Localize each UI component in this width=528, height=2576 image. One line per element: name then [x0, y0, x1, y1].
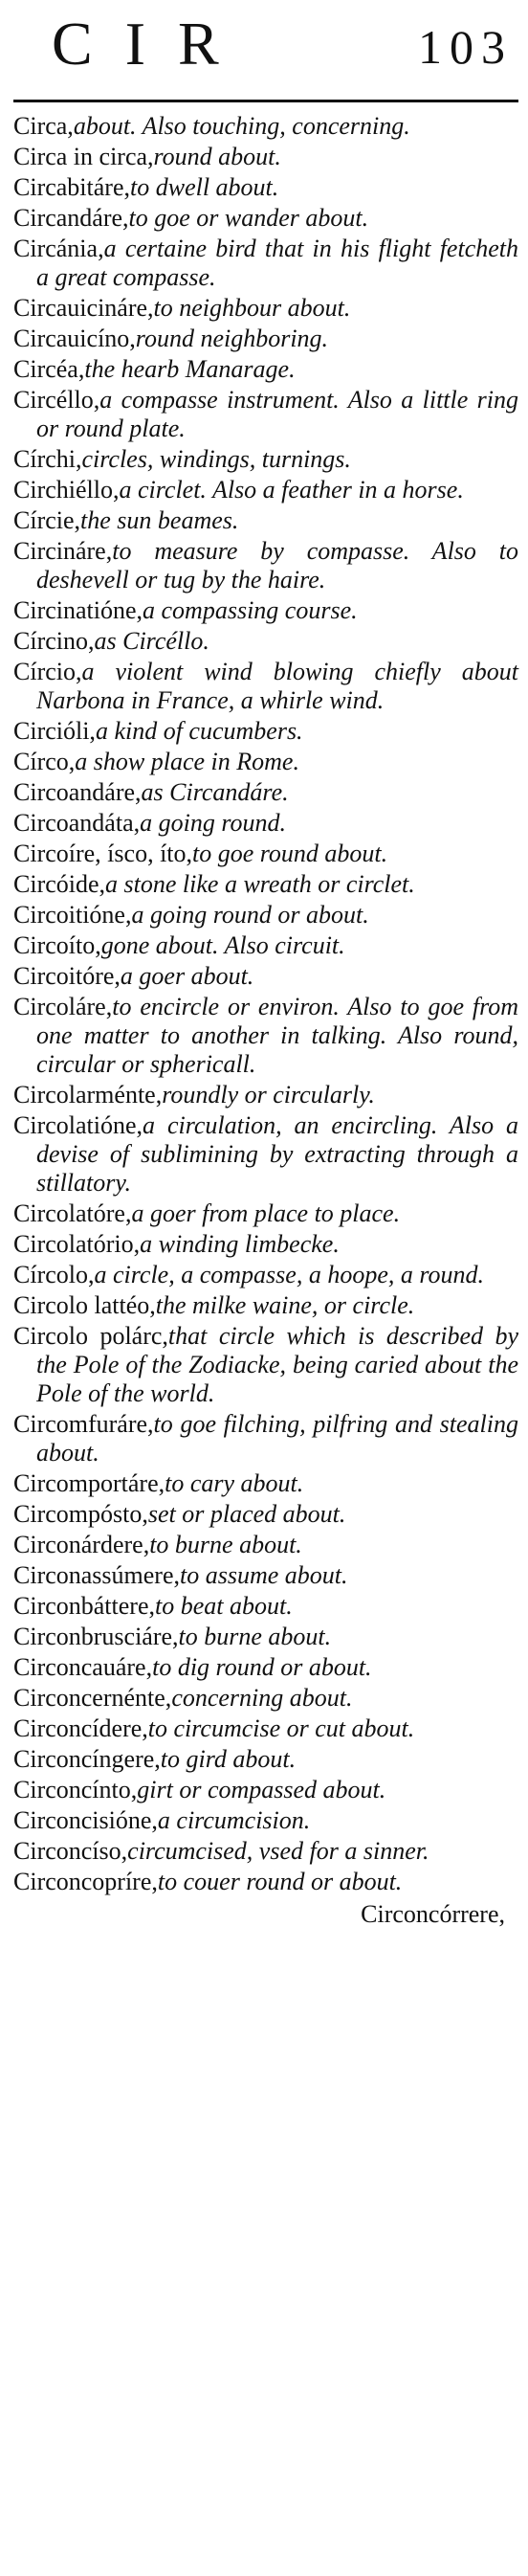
- catchword: Circoncórrere,: [361, 1900, 505, 1928]
- entry-headword: Circoncíngere,: [13, 1745, 161, 1773]
- entry-headword: Círco,: [13, 748, 76, 775]
- entry-definition: to goe filching, pilfring and stealing about.: [36, 1410, 518, 1467]
- dictionary-entry: [13, 537, 518, 594]
- entry-definition: the sun beames.: [80, 506, 239, 534]
- entry-headword: Circonbrusciáre,: [13, 1623, 179, 1650]
- dictionary-entry: [13, 870, 518, 899]
- dictionary-entry: [13, 1230, 518, 1259]
- entry-headword: Circoíto,: [13, 931, 101, 959]
- entry-headword: Circoncídere,: [13, 1714, 148, 1742]
- page-header: [13, 0, 518, 102]
- entry-headword: Circoitóre,: [13, 962, 121, 990]
- entry-definition: round neighboring.: [135, 325, 329, 352]
- dictionary-entry: [13, 627, 518, 656]
- dictionary-entry: [13, 1837, 518, 1866]
- dictionary-entry: [13, 1561, 518, 1590]
- entry-headword: Circonárdere,: [13, 1531, 150, 1558]
- entry-headword: Circolatóre,: [13, 1199, 132, 1227]
- entry-headword: Circandáre,: [13, 204, 129, 232]
- dictionary-entry: [13, 1322, 518, 1408]
- entry-definition: to gird about.: [160, 1745, 297, 1773]
- dictionary-entry: [13, 1469, 518, 1498]
- entry-headword: Circináre,: [13, 537, 113, 565]
- dictionary-entry: [13, 1623, 518, 1651]
- entry-definition: to couer round or about.: [157, 1868, 403, 1895]
- dictionary-entry: [13, 445, 518, 474]
- entry-headword: Circhiéllo,: [13, 476, 120, 504]
- entry-headword: Círcio,: [13, 658, 82, 685]
- dictionary-entry: [13, 1806, 518, 1835]
- dictionary-entry: [13, 840, 518, 868]
- entry-headword: Circabitáre,: [13, 173, 130, 201]
- dictionary-entry: [13, 778, 518, 807]
- dictionary-entry: [13, 809, 518, 838]
- entry-headword: Circoandáta,: [13, 809, 141, 837]
- entry-definition: circles, windings, turnings.: [81, 445, 351, 473]
- entry-definition: circumcised, vsed for a sinner.: [127, 1837, 429, 1865]
- entry-definition: a compasse instrument. Also a little ring or round plate.: [36, 386, 518, 442]
- dictionary-entry: [13, 235, 518, 292]
- entry-definition: a circulation, an encircling. Also a devise of sublimining by extracting through a stillatory.: [36, 1111, 518, 1197]
- dictionary-entry: [13, 1410, 518, 1467]
- entry-headword: Circomfuráre,: [13, 1410, 154, 1438]
- page-title: CIR: [52, 10, 252, 78]
- entry-headword: Circánia,: [13, 235, 104, 262]
- entry-definition: a circle, a compasse, a hoope, a round.: [94, 1261, 485, 1288]
- entry-definition: a violent wind blowing chiefly about Narbona in France, a whirle wind.: [36, 658, 518, 714]
- entry-headword: Círcie,: [13, 506, 81, 534]
- dictionary-entry: [13, 1291, 518, 1320]
- dictionary-entry: [13, 506, 518, 535]
- entry-definition: round about.: [153, 143, 281, 170]
- entry-definition: a circlet. Also a feather in a horse.: [119, 476, 464, 504]
- entry-definition: roundly or circularly.: [162, 1081, 375, 1109]
- entry-definition: a going round.: [140, 809, 286, 837]
- entry-headword: Circolo polárc,: [13, 1322, 168, 1350]
- entry-list: [13, 102, 518, 1896]
- entry-headword: Círcolo,: [13, 1261, 95, 1288]
- dictionary-entry: [13, 355, 518, 384]
- dictionary-entry: [13, 1776, 518, 1804]
- entry-definition: girt or compassed about.: [137, 1776, 386, 1803]
- entry-headword: Circoncauáre,: [13, 1653, 153, 1681]
- dictionary-entry: [13, 1684, 518, 1713]
- entry-headword: Circonbáttere,: [13, 1592, 155, 1620]
- entry-definition: to goe round about.: [192, 840, 388, 867]
- entry-definition: to neighbour about.: [153, 294, 351, 322]
- dictionary-entry: [13, 1653, 518, 1682]
- entry-headword: Circolo lattéo,: [13, 1291, 156, 1319]
- dictionary-entry: [13, 1745, 518, 1774]
- entry-definition: a goer from place to place.: [131, 1199, 401, 1227]
- entry-definition: to goe or wander about.: [128, 204, 369, 232]
- entry-headword: Circoncíso,: [13, 1837, 128, 1865]
- entry-definition: set or placed about.: [147, 1500, 346, 1528]
- entry-headword: Circóide,: [13, 870, 106, 898]
- entry-headword: Circoandáre,: [13, 778, 142, 806]
- dictionary-entry: [13, 962, 518, 991]
- entry-definition: the hearb Manarage.: [84, 355, 296, 383]
- entry-headword: Circauicináre,: [13, 294, 154, 322]
- dictionary-entry: [13, 1592, 518, 1621]
- dictionary-entry: [13, 1261, 518, 1289]
- entry-definition: to cary about.: [165, 1469, 304, 1497]
- entry-headword: Circomportáre,: [13, 1469, 165, 1497]
- dictionary-entry: [13, 931, 518, 960]
- entry-definition: a compassing course.: [143, 596, 358, 624]
- entry-definition: a winding limbecke.: [140, 1230, 340, 1258]
- entry-definition: a goer about.: [120, 962, 254, 990]
- dictionary-entry: [13, 325, 518, 353]
- entry-headword: Circompósto,: [13, 1500, 148, 1528]
- dictionary-entry: [13, 1868, 518, 1896]
- page-number: 103: [418, 20, 513, 74]
- entry-definition: as Circandáre.: [141, 778, 289, 806]
- entry-definition: to circumcise or cut about.: [147, 1714, 415, 1742]
- entry-headword: Circoncínto,: [13, 1776, 138, 1803]
- entry-definition: gone about. Also circuit.: [100, 931, 345, 959]
- dictionary-entry: [13, 658, 518, 715]
- entry-headword: Circauicíno,: [13, 325, 136, 352]
- dictionary-entry: [13, 1081, 518, 1109]
- entry-headword: Circa,: [13, 112, 74, 140]
- entry-definition: a circumcision.: [157, 1806, 311, 1834]
- entry-definition: to measure by compasse. Also to deshevell or tug by the haire.: [36, 537, 518, 594]
- entry-definition: to dwell about.: [130, 173, 279, 201]
- entry-headword: Circinatióne,: [13, 596, 143, 624]
- entry-definition: as Circéllo.: [94, 627, 209, 655]
- entry-headword: Circoncopríre,: [13, 1868, 158, 1895]
- entry-definition: the milke waine, or circle.: [155, 1291, 415, 1319]
- entry-definition: a stone like a wreath or circlet.: [105, 870, 415, 898]
- entry-headword: Circióli,: [13, 717, 96, 745]
- entry-definition: to beat about.: [155, 1592, 293, 1620]
- entry-definition: to burne about.: [149, 1531, 302, 1558]
- entry-definition: to encircle or environ. Also to goe from one matter to another in talking. Also round, circular or sphericall.: [36, 993, 518, 1078]
- entry-definition: concerning about.: [171, 1684, 353, 1712]
- entry-headword: Circoláre,: [13, 993, 113, 1020]
- dictionary-entry: [13, 143, 518, 171]
- dictionary-entry: [13, 112, 518, 141]
- entry-headword: Circoitióne,: [13, 901, 132, 929]
- entry-definition: a going round or about.: [131, 901, 369, 929]
- entry-headword: Circoncisióne,: [13, 1806, 158, 1834]
- dictionary-entry: [13, 1111, 518, 1198]
- entry-headword: Circa in circa,: [13, 143, 154, 170]
- dictionary-entry: [13, 204, 518, 233]
- dictionary-entry: [13, 294, 518, 323]
- entry-definition: about. Also touching, concerning.: [73, 112, 410, 140]
- entry-definition: a certaine bird that in his flight fetcheth a great compasse.: [36, 235, 518, 291]
- dictionary-entry: [13, 1714, 518, 1743]
- dictionary-entry: [13, 1500, 518, 1529]
- entry-definition: that circle which is described by the Pole of the Zodiacke, being caried about the Pole of the world.: [36, 1322, 518, 1407]
- entry-definition: a show place in Rome.: [75, 748, 299, 775]
- entry-headword: Círcino,: [13, 627, 95, 655]
- entry-definition: to assume about.: [180, 1561, 348, 1589]
- dictionary-entry: [13, 1199, 518, 1228]
- dictionary-entry: [13, 476, 518, 504]
- entry-headword: Círchi,: [13, 445, 82, 473]
- dictionary-entry: [13, 386, 518, 443]
- entry-headword: Circonassúmere,: [13, 1561, 181, 1589]
- entry-headword: Circéllo,: [13, 386, 100, 414]
- entry-definition: a kind of cucumbers.: [95, 717, 303, 745]
- entry-headword: Circoíre, ísco, íto,: [13, 840, 193, 867]
- entry-headword: Circoncernénte,: [13, 1684, 172, 1712]
- entry-definition: to dig round or about.: [152, 1653, 372, 1681]
- dictionary-entry: [13, 993, 518, 1079]
- entry-headword: Circéa,: [13, 355, 85, 383]
- entry-headword: Circolatióne,: [13, 1111, 143, 1139]
- dictionary-entry: [13, 901, 518, 930]
- entry-headword: Circolatório,: [13, 1230, 141, 1258]
- dictionary-entry: [13, 596, 518, 625]
- entry-definition: to burne about.: [178, 1623, 332, 1650]
- dictionary-entry: [13, 1531, 518, 1559]
- dictionary-entry: [13, 717, 518, 746]
- dictionary-entry: [13, 173, 518, 202]
- dictionary-entry: [13, 748, 518, 776]
- entry-headword: Circolarménte,: [13, 1081, 163, 1109]
